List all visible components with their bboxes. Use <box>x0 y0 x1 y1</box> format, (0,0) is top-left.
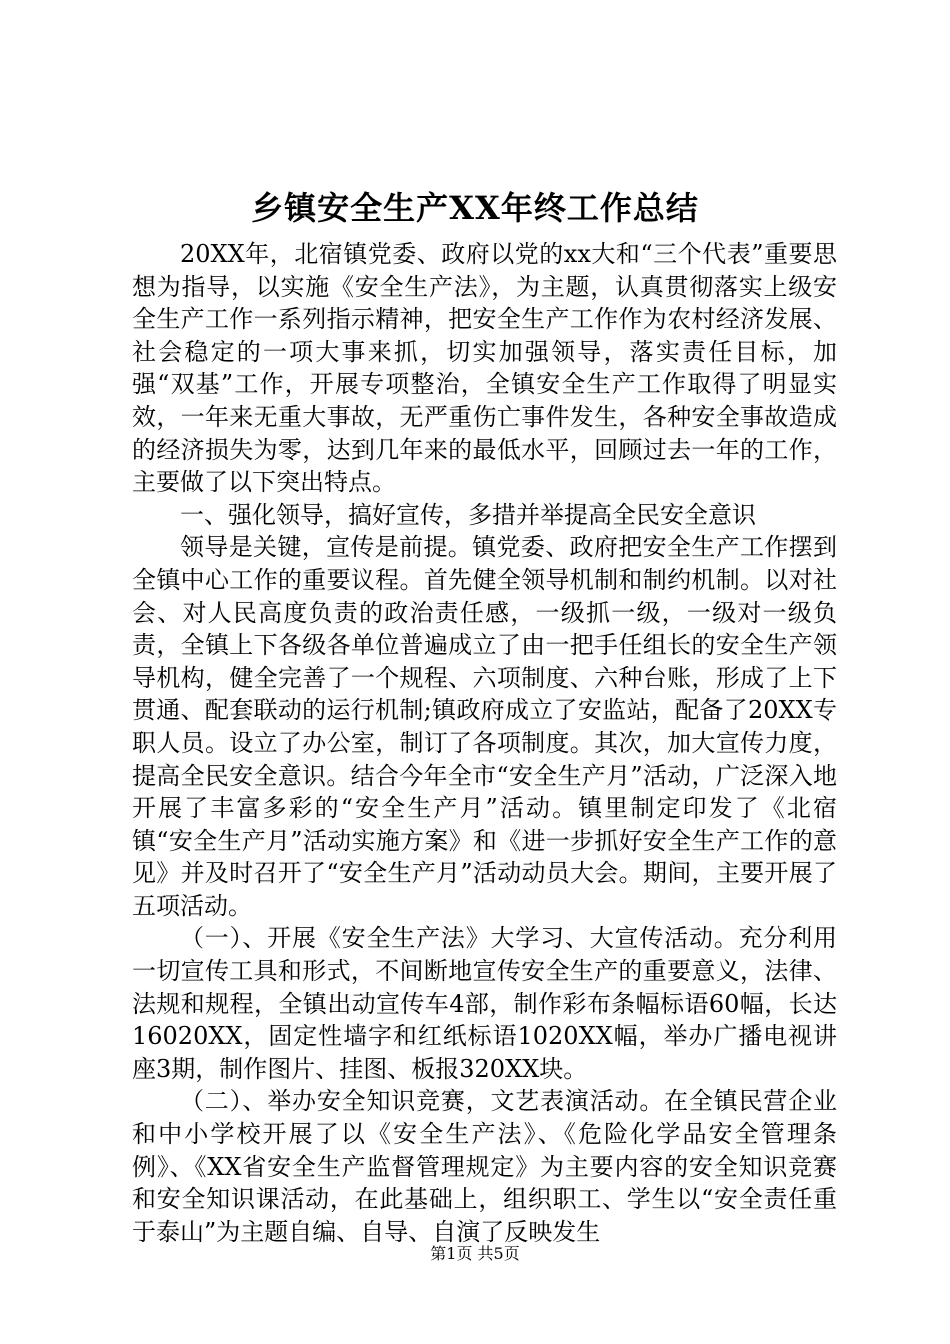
page-footer: 第1页 共5页 <box>430 1244 520 1263</box>
document-body <box>132 238 837 1248</box>
paragraph-leadership: 领导是关键，宣传是前提。镇党委、政府把安全生产工作摆到全镇中心工作的重要议程。首先健全领导机制和制约机制。以对社会、对人民高度负责的政治责任感，一级抓一级，一级对一级负责，全镇上下各级各单位普遍成立了由一把手任组长的安全生产领导机构，健全完善了一个规程、六项制度、六种台账，形成了上下贯通、配套联动的运行机制;镇政府成立了安监站，配备了20XX专职人员。设立了办公室，制订了各项制度。其次，加大宣传力度，提高全民安全意识。结合今年全市“安全生产月”活动，广泛深入地开展了丰富多彩的“安全生产月”活动。镇里制定印发了《北宿镇“安全生产月”活动实施方案》和《进一步抓好安全生产工作的意见》并及时召开了“安全生产月”活动动员大会。期间，主要开展了五项活动。 <box>132 533 837 920</box>
document-title: 乡镇安全生产XX年终工作总结 <box>251 189 699 227</box>
paragraph-item-2: （二）、举办安全知识竞赛，文艺表演活动。在全镇民营企业和中小学校开展了以《安全生产法》、《危险化学品安全管理条例》、《XX省安全生产监督管理规定》为主要内容的安全知识竞赛和安全知识课活动，在此基础上，组织职工、学生以“安全责任重于泰山”为主题自编、自导、自演了反映发生 <box>132 1087 837 1246</box>
paragraph-item-1: （一）、开展《安全生产法》大学习、大宣传活动。充分利用一切宣传工具和形式，不间断地宣传安全生产的重要意义，法律、法规和规程，全镇出动宣传车4部，制作彩布条幅标语60幅，长达16020XX，固定性墙字和红纸标语1020XX幅，举办广播电视讲座3期，制作图片、挂图、板报320XX块。 <box>132 924 837 1083</box>
section-heading-1: 一、强化领导，搞好宣传，多措并举提高全民安全意识 <box>180 500 756 529</box>
paragraph-intro: 20XX年，北宿镇党委、政府以党的xx大和“三个代表”重要思想为指导，以实施《安全生产法》，为主题，认真贯彻落实上级安全生产工作一系列指示精神，把安全生产工作作为农村经济发展、社会稳定的一项大事来抓，切实加强领导，落实责任目标，加强“双基”工作，开展专项整治，全镇安全生产工作取得了明显实效，一年来无重大事故，无严重伤亡事件发生，各种安全事故造成的经济损失为零，达到几年来的最低水平，回顾过去一年的工作，主要做了以下突出特点。 <box>132 240 837 497</box>
